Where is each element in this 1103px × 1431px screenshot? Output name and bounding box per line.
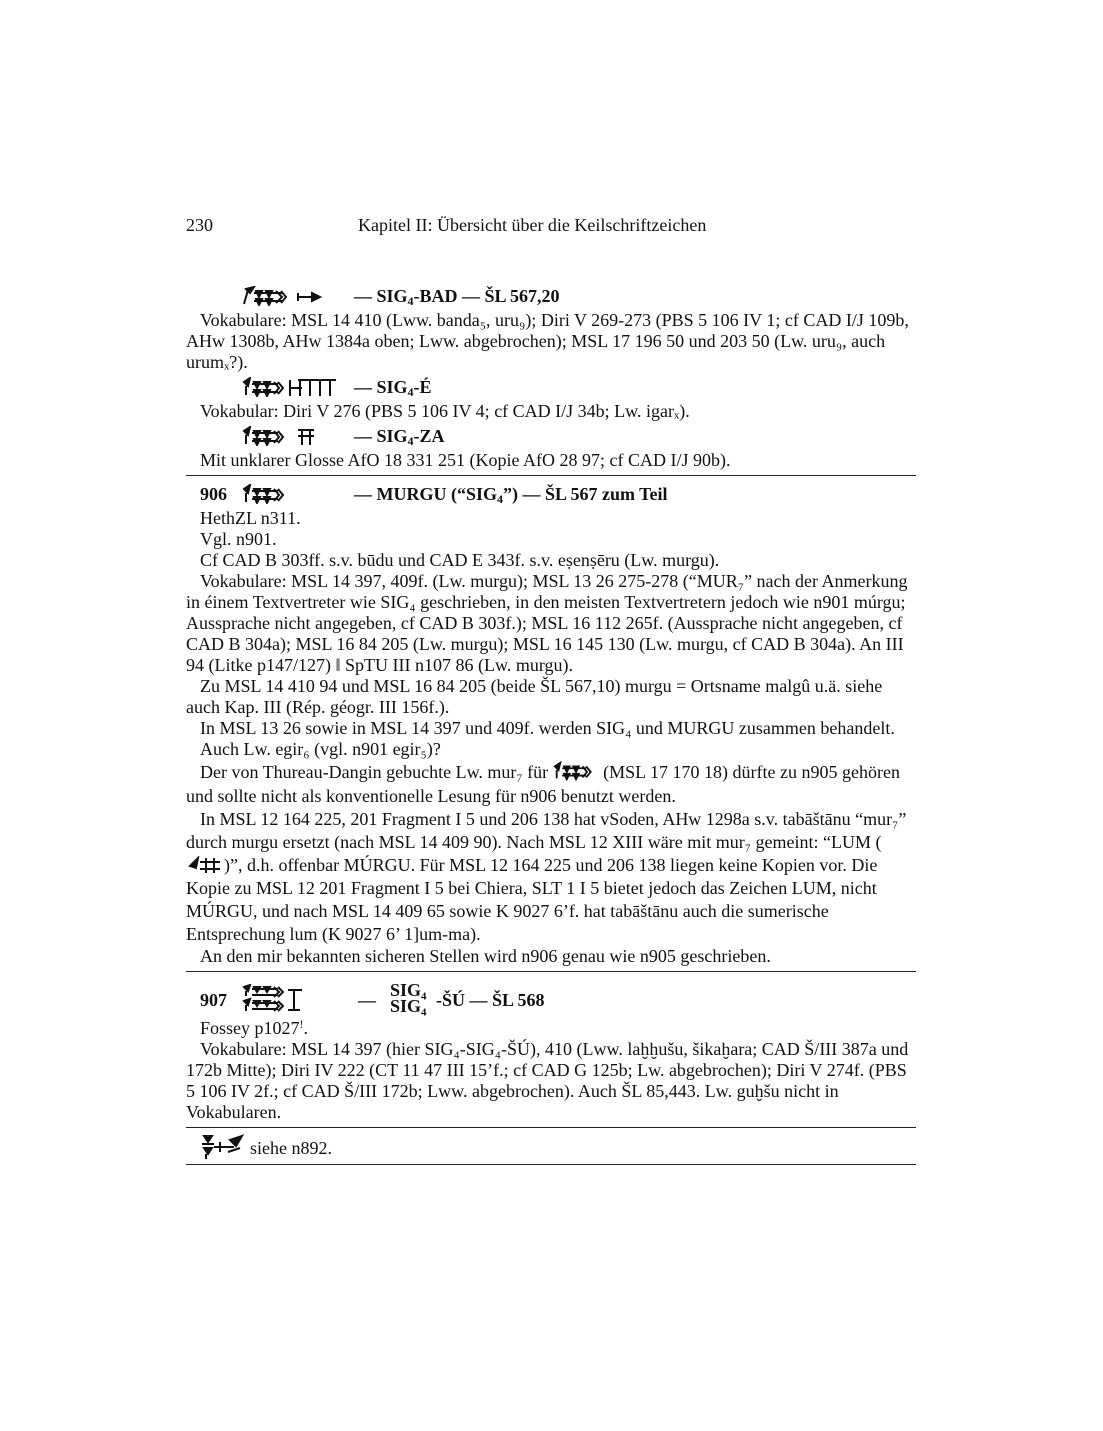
cuneiform-sign-sig4-e-icon bbox=[242, 377, 338, 397]
paragraph-msl-12: In MSL 12 164 225, 201 Fragment I 5 und 206 138 hat vSoden, AHw 1298a s.v. tabāštānu “mur₇” durch murgu ersetzt (nach MSL 14 409 90). Nach MSL 12 XIII wäre mit mur₇ gemeint: “LUM ()”, d.h. offenbar MÚRGU. Für MSL 12 164 225 und 206 138 liegen keine Kopien vor. Die Kopie zu MSL 12 201 Fragment I 5 bei Chiera, SLT 1 I 5 bietet jedoch das Zeichen LUM, nicht MÚRGU, und nach MSL 14 409 65 sowie K 9027 6’f. hat tabāštānu auch die sumerische Entsprechung lum (K 9027 6’ 1]um-ma). bbox=[186, 809, 907, 944]
paragraph: Vokabulare: MSL 14 397, 409f. (Lw. murgu); MSL 13 26 275-278 (“MUR₇” nach der Anmerkung in éinem Textvertreter wie SIG₄ geschrieben, in den meisten Textvertretern jedoch wie n901 múrgu; Aussprache nicht angegeben, cf CAD B 303f.); MSL 16 112 265f. (Aussprache nicht angegeben, cf CAD B 304a); MSL 16 84 205 (Lw. murgu); MSL 16 145 130 (Lw. murgu, cf CAD B 304a). An III 94 (Litke p147/127) ‖ SpTU III n107 86 (Lw. murgu). bbox=[186, 571, 908, 675]
page-number: 230 bbox=[186, 215, 213, 235]
divider bbox=[186, 1164, 916, 1165]
entry-body-sig4-bad: Vokabulare: MSL 14 410 (Lww. banda₅, uru₉); Diri V 269-273 (PBS 5 106 IV 1; cf CAD I/J 109b, AHw 1308b, AHw 1384a oben; Lww. abgebrochen); MSL 17 196 50 und 203 50 (Lw. uru₉, auch urumₓ?). bbox=[186, 310, 909, 372]
fraction-sig4 bbox=[390, 982, 426, 1014]
entry-heading-text: — MURGU $(“SIG_4”)$ — ŠL 567 zum Teil bbox=[354, 484, 668, 506]
cuneiform-sign-crossref-icon bbox=[200, 1134, 244, 1160]
paragraph: Vgl. n901. bbox=[200, 529, 277, 549]
entry-heading-text: — $SIG_4$-BAD — ŠL 567,20 bbox=[354, 286, 560, 308]
running-head bbox=[186, 215, 916, 237]
fraction-bottom: SIG₄ bbox=[390, 996, 427, 1016]
cuneiform-sign-murgu-icon bbox=[553, 761, 599, 781]
paragraph: Cf CAD B 303ff. s.v. būdu und CAD E 343f. s.v. eṣenṣēru (Lw. murgu). bbox=[200, 550, 720, 570]
entry-heading-906 bbox=[186, 482, 916, 508]
entry-heading-907 bbox=[186, 978, 916, 1018]
content bbox=[186, 284, 916, 1171]
cuneiform-sign-lum-icon bbox=[186, 856, 224, 874]
paragraph: Zu MSL 14 410 94 und MSL 16 84 205 (beide ŠL 567,10) murgu = Ortsname malgû u.ä. siehe auch Kap. III (Rép. géogr. III 156f.). bbox=[186, 676, 883, 717]
entry-number: 906 bbox=[200, 484, 227, 504]
cuneiform-sign-murgu-icon bbox=[242, 484, 292, 504]
divider bbox=[186, 971, 916, 972]
paragraph: In MSL 13 26 sowie in MSL 14 397 und 409f. werden SIG₄ und MURGU zusammen behandelt. bbox=[200, 718, 895, 738]
entry-body-sig4-za: Mit unklarer Glosse AfO 18 331 251 (Kopie AfO 28 97; cf CAD I/J 90b). bbox=[200, 450, 731, 470]
paragraph-thureau-dangin: Der von Thureau-Dangin gebuchte Lw. mur₇ für (MSL 17 170 18) dürfte zu n905 gehören und sollte nicht als konventionelle Lesung für n906 benutzt werden. bbox=[186, 762, 900, 806]
entry-dash: — bbox=[358, 990, 376, 1010]
entry-heading-sig4-bad bbox=[186, 284, 916, 310]
cuneiform-sign-sig4-sig4-su-icon bbox=[242, 984, 310, 1014]
entry-heading-text: — $SIG_4-É$ bbox=[354, 377, 432, 399]
fraction-top: SIG₄ bbox=[390, 980, 427, 1000]
entry-body-sig4-e: Vokabular: Diri V 276 (PBS 5 106 IV 4; cf CAD I/J 34b; Lw. igarₓ). bbox=[200, 401, 690, 421]
cuneiform-sign-sig4-bad-icon bbox=[242, 286, 326, 306]
entry-heading-sig4-e bbox=[186, 375, 916, 401]
paragraph: HethZL n311. bbox=[200, 508, 301, 528]
crossref-text: siehe n892. bbox=[250, 1138, 332, 1158]
entry-heading-text: -ŠÚ — ŠL 568 bbox=[436, 990, 545, 1010]
paragraph: An den mir bekannten sicheren Stellen wird n906 genau wie n905 geschrieben. bbox=[200, 946, 771, 966]
divider bbox=[186, 475, 916, 476]
divider bbox=[186, 1127, 916, 1128]
entry-heading-sig4-za bbox=[186, 424, 916, 450]
cuneiform-sign-sig4-za-icon bbox=[242, 426, 322, 446]
paragraph: Vokabulare: MSL 14 397 (hier SIG₄-SIG₄-ŠÚ), 410 (Lww. laḫḫušu, šikaḫara; CAD Š/III 387a und 172b Mitte); Diri IV 222 (CT 11 47 III 15’f.; cf CAD G 125b; Lw. abgebrochen); Diri V 274f. (PBS 5 106 IV 2f.; cf CAD Š/III 172b; Lww. abgebrochen). Auch ŠL 85,443. Lw. guḫšu nicht in Vokabularen. bbox=[186, 1039, 909, 1122]
paragraph-fossey: Fossey p1027!. bbox=[200, 1017, 309, 1038]
running-title: Kapitel II: Übersicht über die Keilschriftzeichen bbox=[358, 215, 707, 235]
paragraph: Auch Lw. egir₆ (vgl. n901 egir₅)? bbox=[200, 739, 441, 759]
entry-heading-text: — $SIG_4-ZA$ bbox=[354, 426, 445, 448]
entry-number: 907 bbox=[200, 990, 227, 1010]
crossref-row bbox=[186, 1134, 916, 1162]
